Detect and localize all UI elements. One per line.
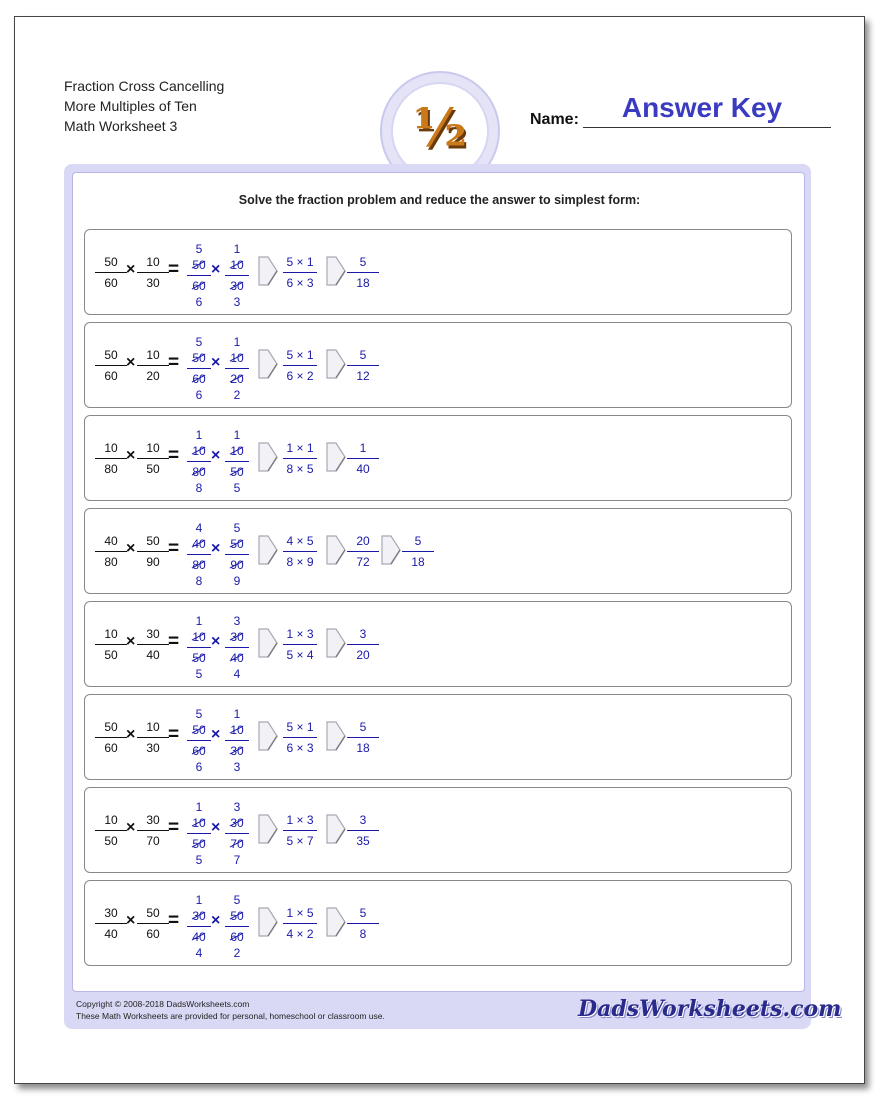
times-sign: ×	[126, 261, 136, 278]
cancel-fraction-a	[185, 334, 213, 403]
cancel-fraction-b	[223, 334, 251, 403]
fraction-b	[133, 812, 173, 849]
product-fraction-numerator: 5 × 1	[286, 720, 314, 734]
fraction-b-numerator: 10	[146, 441, 160, 455]
step-arrow-icon	[258, 907, 278, 937]
cancel-fraction-a-cancelled-numerator: 10	[192, 444, 206, 458]
cancel-fraction-a-cancelled-numerator: 50	[192, 351, 206, 365]
product-fraction-denominator: 5 × 4	[286, 648, 314, 662]
footer-copyright-block	[76, 998, 385, 1022]
fraction-b-numerator: 30	[146, 813, 160, 827]
equals-sign: =	[168, 538, 180, 559]
cancel-fraction-b-reduced-numerator: 3	[233, 800, 241, 814]
fraction-a-denominator: 50	[104, 834, 118, 848]
product-fraction-bar	[283, 272, 317, 273]
fraction-b-bar	[137, 830, 169, 831]
fraction-a	[91, 254, 131, 291]
answer-fraction-bar	[347, 458, 379, 459]
copyright-text: Copyright © 2008-2018 DadsWorksheets.com	[76, 999, 250, 1009]
fraction-b-numerator: 10	[146, 348, 160, 362]
fraction-a	[91, 812, 131, 849]
cancel-fraction-b-cancelled-denominator: 20	[230, 372, 244, 386]
answer-fraction-bar	[347, 272, 379, 273]
fraction-a-numerator: 50	[104, 720, 118, 734]
answer-fraction-numerator: 5	[359, 906, 367, 920]
cancel-fraction-a-reduced-denominator: 6	[195, 760, 203, 774]
times-sign: ×	[211, 819, 221, 836]
fraction-b	[133, 533, 173, 570]
cancel-fraction-a	[185, 427, 213, 496]
cancel-fraction-b-cancelled-numerator: 30	[230, 816, 244, 830]
cancel-fraction-b	[223, 799, 251, 868]
title-line-3: Math Worksheet 3	[64, 118, 178, 134]
fraction-a-denominator: 80	[104, 555, 118, 569]
fraction-a-bar	[95, 923, 127, 924]
fraction-a-numerator: 10	[104, 627, 118, 641]
answer-fraction	[343, 254, 383, 291]
cancel-fraction-a	[185, 799, 213, 868]
answer-fraction-denominator: 18	[411, 555, 425, 569]
cancel-fraction-b-reduced-denominator: 4	[233, 667, 241, 681]
fraction-b-denominator: 20	[146, 369, 160, 383]
times-sign: ×	[126, 540, 136, 557]
cancel-fraction-a-bar	[187, 554, 211, 555]
answer-fraction	[343, 347, 383, 384]
cancel-fraction-a-cancelled-denominator: 60	[192, 744, 206, 758]
cancel-fraction-a-bar	[187, 926, 211, 927]
cancel-fraction-a-reduced-denominator: 5	[195, 667, 203, 681]
fraction-a-denominator: 60	[104, 369, 118, 383]
cancel-fraction-a-cancelled-denominator: 60	[192, 279, 206, 293]
cancel-fraction-b-reduced-denominator: 3	[233, 295, 241, 309]
product-fraction-denominator: 8 × 5	[286, 462, 314, 476]
times-sign: ×	[126, 912, 136, 929]
cancel-fraction-b-cancelled-denominator: 40	[230, 651, 244, 665]
fraction-b-bar	[137, 272, 169, 273]
equals-sign: =	[168, 910, 180, 931]
name-field-line[interactable]	[583, 127, 831, 128]
cancel-fraction-a	[185, 241, 213, 310]
fraction-a-denominator: 60	[104, 276, 118, 290]
usage-notice: These Math Worksheets are provided for personal, homeschool or classroom use.	[76, 1011, 385, 1021]
fraction-b	[133, 626, 173, 663]
times-sign: ×	[126, 819, 136, 836]
fraction-a-numerator: 30	[104, 906, 118, 920]
fraction-a	[91, 626, 131, 663]
step-arrow-icon	[258, 721, 278, 751]
cancel-fraction-b-cancelled-denominator: 60	[230, 930, 244, 944]
cancel-fraction-b-cancelled-numerator: 30	[230, 630, 244, 644]
cancel-fraction-b	[223, 706, 251, 775]
cancel-fraction-b-cancelled-denominator: 90	[230, 558, 244, 572]
cancel-fraction-a	[185, 892, 213, 961]
cancel-fraction-a-reduced-denominator: 5	[195, 853, 203, 867]
product-fraction	[279, 905, 321, 942]
product-fraction	[279, 812, 321, 849]
fraction-b-numerator: 30	[146, 627, 160, 641]
answer-fraction	[343, 626, 383, 663]
fraction-b-numerator: 50	[146, 906, 160, 920]
fraction-b-denominator: 50	[146, 462, 160, 476]
answer-fraction-numerator: 20	[356, 534, 370, 548]
times-sign: ×	[126, 354, 136, 371]
product-fraction-denominator: 6 × 3	[286, 276, 314, 290]
fraction-a-numerator: 50	[104, 348, 118, 362]
cancel-fraction-b-reduced-denominator: 7	[233, 853, 241, 867]
cancel-fraction-b	[223, 520, 251, 589]
cancel-fraction-a-bar	[187, 461, 211, 462]
product-fraction-bar	[283, 551, 317, 552]
fraction-b-numerator: 50	[146, 534, 160, 548]
cancel-fraction-b-reduced-numerator: 5	[233, 893, 241, 907]
fraction-b-denominator: 90	[146, 555, 160, 569]
step-arrow-icon	[258, 628, 278, 658]
product-fraction-bar	[283, 923, 317, 924]
product-fraction-denominator: 4 × 2	[286, 927, 314, 941]
answer-fraction-numerator: 5	[359, 255, 367, 269]
answer-fraction-bar	[347, 923, 379, 924]
cancel-fraction-a-cancelled-numerator: 50	[192, 258, 206, 272]
cancel-fraction-b-cancelled-numerator: 10	[230, 723, 244, 737]
product-fraction-denominator: 6 × 3	[286, 741, 314, 755]
times-sign: ×	[126, 633, 136, 650]
fraction-b	[133, 719, 173, 756]
product-fraction-numerator: 1 × 1	[286, 441, 314, 455]
cancel-fraction-a-cancelled-numerator: 10	[192, 816, 206, 830]
step-arrow-icon	[258, 256, 278, 286]
times-sign: ×	[211, 633, 221, 650]
product-fraction-denominator: 5 × 7	[286, 834, 314, 848]
product-fraction-bar	[283, 365, 317, 366]
fraction-b-denominator: 40	[146, 648, 160, 662]
cancel-fraction-a-cancelled-denominator: 40	[192, 930, 206, 944]
cancel-fraction-a-reduced-denominator: 8	[195, 481, 203, 495]
product-fraction-denominator: 8 × 9	[286, 555, 314, 569]
cancel-fraction-b-reduced-numerator: 1	[233, 428, 241, 442]
answer-fraction-numerator: 5	[359, 720, 367, 734]
times-sign: ×	[126, 726, 136, 743]
product-fraction	[279, 719, 321, 756]
title-line-2: More Multiples of Ten	[64, 98, 197, 114]
cancel-fraction-b-bar	[225, 554, 249, 555]
cancel-fraction-b-bar	[225, 740, 249, 741]
cancel-fraction-b	[223, 427, 251, 496]
cancel-fraction-a-cancelled-denominator: 80	[192, 465, 206, 479]
cancel-fraction-a-reduced-numerator: 4	[195, 521, 203, 535]
cancel-fraction-a-cancelled-numerator: 50	[192, 723, 206, 737]
answer-fraction	[398, 533, 438, 570]
product-fraction-bar	[283, 830, 317, 831]
cancel-fraction-a-bar	[187, 275, 211, 276]
fraction-b-bar	[137, 644, 169, 645]
product-fraction-bar	[283, 737, 317, 738]
step-arrow-icon	[258, 814, 278, 844]
cancel-fraction-a-bar	[187, 647, 211, 648]
cancel-fraction-b-cancelled-numerator: 10	[230, 258, 244, 272]
cancel-fraction-a-cancelled-denominator: 50	[192, 837, 206, 851]
step-arrow-icon	[258, 442, 278, 472]
fraction-b-denominator: 60	[146, 927, 160, 941]
fraction-b	[133, 905, 173, 942]
fraction-b	[133, 254, 173, 291]
cancel-fraction-a-cancelled-denominator: 60	[192, 372, 206, 386]
cancel-fraction-a-reduced-numerator: 5	[195, 335, 203, 349]
cancel-fraction-b-reduced-numerator: 1	[233, 335, 241, 349]
fraction-b-bar	[137, 923, 169, 924]
answer-fraction-bar	[347, 830, 379, 831]
cancel-fraction-a	[185, 613, 213, 682]
fraction-b-bar	[137, 458, 169, 459]
fraction-a-bar	[95, 272, 127, 273]
cancel-fraction-b-cancelled-denominator: 30	[230, 744, 244, 758]
times-sign: ×	[211, 261, 221, 278]
cancel-fraction-b-bar	[225, 926, 249, 927]
answer-fraction-denominator: 35	[356, 834, 370, 848]
cancel-fraction-b-reduced-denominator: 2	[233, 946, 241, 960]
cancel-fraction-b-cancelled-numerator: 50	[230, 537, 244, 551]
fraction-b-denominator: 70	[146, 834, 160, 848]
cancel-fraction-a-reduced-numerator: 5	[195, 242, 203, 256]
fraction-a	[91, 533, 131, 570]
product-fraction-denominator: 6 × 2	[286, 369, 314, 383]
fraction-a-denominator: 60	[104, 741, 118, 755]
fraction-b-bar	[137, 551, 169, 552]
times-sign: ×	[211, 726, 221, 743]
cancel-fraction-a-reduced-denominator: 6	[195, 295, 203, 309]
fraction-a-bar	[95, 458, 127, 459]
fraction-b-denominator: 30	[146, 276, 160, 290]
cancel-fraction-b-bar	[225, 647, 249, 648]
product-fraction-numerator: 5 × 1	[286, 255, 314, 269]
dadsworksheets-logo[interactable]: DadsWorksheets.com	[578, 996, 842, 1022]
product-fraction-numerator: 5 × 1	[286, 348, 314, 362]
fraction-a-bar	[95, 737, 127, 738]
product-fraction-numerator: 4 × 5	[286, 534, 314, 548]
fraction-a-denominator: 40	[104, 927, 118, 941]
cancel-fraction-b	[223, 892, 251, 961]
step-arrow-icon	[258, 349, 278, 379]
answer-fraction-bar	[347, 644, 379, 645]
fraction-b-numerator: 10	[146, 255, 160, 269]
cancel-fraction-a-reduced-numerator: 1	[195, 614, 203, 628]
cancel-fraction-b-reduced-numerator: 1	[233, 707, 241, 721]
answer-fraction-numerator: 1	[359, 441, 367, 455]
cancel-fraction-a-reduced-numerator: 1	[195, 893, 203, 907]
fraction-b-bar	[137, 737, 169, 738]
cancel-fraction-a-cancelled-denominator: 50	[192, 651, 206, 665]
fraction-a-bar	[95, 365, 127, 366]
fraction-b	[133, 347, 173, 384]
cancel-fraction-b-bar	[225, 461, 249, 462]
half-fraction-icon: ½	[412, 98, 468, 159]
answer-fraction-denominator: 12	[356, 369, 370, 383]
cancel-fraction-a-bar	[187, 833, 211, 834]
cancel-fraction-b-bar	[225, 833, 249, 834]
fraction-a	[91, 719, 131, 756]
answer-fraction	[343, 719, 383, 756]
answer-fraction-denominator: 8	[359, 927, 367, 941]
cancel-fraction-a-reduced-numerator: 1	[195, 428, 203, 442]
cancel-fraction-b-reduced-denominator: 9	[233, 574, 241, 588]
cancel-fraction-b-bar	[225, 368, 249, 369]
product-fraction	[279, 533, 321, 570]
product-fraction-bar	[283, 458, 317, 459]
answer-fraction-bar	[347, 737, 379, 738]
answer-fraction-numerator: 3	[359, 627, 367, 641]
product-fraction-numerator: 1 × 5	[286, 906, 314, 920]
times-sign: ×	[211, 354, 221, 371]
cancel-fraction-b-reduced-denominator: 2	[233, 388, 241, 402]
cancel-fraction-b-reduced-denominator: 5	[233, 481, 241, 495]
equals-sign: =	[168, 724, 180, 745]
answer-fraction-numerator: 3	[359, 813, 367, 827]
product-fraction	[279, 440, 321, 477]
answer-fraction-bar	[347, 365, 379, 366]
answer-fraction-bar	[347, 551, 379, 552]
step-arrow-icon	[258, 535, 278, 565]
cancel-fraction-a-reduced-denominator: 6	[195, 388, 203, 402]
fraction-b	[133, 440, 173, 477]
times-sign: ×	[211, 447, 221, 464]
cancel-fraction-a-reduced-denominator: 8	[195, 574, 203, 588]
cancel-fraction-b-reduced-numerator: 3	[233, 614, 241, 628]
cancel-fraction-a-bar	[187, 740, 211, 741]
answer-fraction-numerator: 5	[359, 348, 367, 362]
cancel-fraction-b	[223, 241, 251, 310]
worksheet-title-block	[64, 76, 224, 136]
equals-sign: =	[168, 631, 180, 652]
fraction-a-bar	[95, 644, 127, 645]
cancel-fraction-b-cancelled-denominator: 50	[230, 465, 244, 479]
fraction-a	[91, 905, 131, 942]
fraction-a-numerator: 10	[104, 813, 118, 827]
answer-fraction	[343, 533, 383, 570]
cancel-fraction-a	[185, 520, 213, 589]
answer-fraction	[343, 440, 383, 477]
cancel-fraction-b-cancelled-denominator: 30	[230, 279, 244, 293]
fraction-b-numerator: 10	[146, 720, 160, 734]
fraction-a	[91, 440, 131, 477]
product-fraction	[279, 626, 321, 663]
instructions: Solve the fraction problem and reduce the answer to simplest form:	[238, 193, 641, 207]
cancel-fraction-a-cancelled-numerator: 10	[192, 630, 206, 644]
cancel-fraction-b	[223, 613, 251, 682]
cancel-fraction-b-reduced-denominator: 3	[233, 760, 241, 774]
answer-fraction-denominator: 40	[356, 462, 370, 476]
answer-fraction-denominator: 20	[356, 648, 370, 662]
times-sign: ×	[211, 912, 221, 929]
cancel-fraction-b-reduced-numerator: 1	[233, 242, 241, 256]
answer-fraction-denominator: 18	[356, 741, 370, 755]
cancel-fraction-b-bar	[225, 275, 249, 276]
fraction-a-bar	[95, 551, 127, 552]
answer-fraction-bar	[402, 551, 434, 552]
equals-sign: =	[168, 817, 180, 838]
equals-sign: =	[168, 352, 180, 373]
cancel-fraction-b-reduced-numerator: 5	[233, 521, 241, 535]
fraction-a-denominator: 80	[104, 462, 118, 476]
cancel-fraction-a-bar	[187, 368, 211, 369]
cancel-fraction-a-reduced-denominator: 4	[195, 946, 203, 960]
answer-fraction-denominator: 72	[356, 555, 370, 569]
cancel-fraction-a-cancelled-numerator: 30	[192, 909, 206, 923]
cancel-fraction-a	[185, 706, 213, 775]
fraction-b-denominator: 30	[146, 741, 160, 755]
fraction-a-numerator: 40	[104, 534, 118, 548]
cancel-fraction-a-cancelled-denominator: 80	[192, 558, 206, 572]
product-fraction	[279, 254, 321, 291]
fraction-a-denominator: 50	[104, 648, 118, 662]
title-line-1: Fraction Cross Cancelling	[64, 78, 225, 94]
answer-fraction	[343, 812, 383, 849]
product-fraction-numerator: 1 × 3	[286, 627, 314, 641]
cancel-fraction-a-reduced-numerator: 1	[195, 800, 203, 814]
fraction-a-numerator: 50	[104, 255, 118, 269]
cancel-fraction-a-reduced-numerator: 5	[195, 707, 203, 721]
cancel-fraction-b-cancelled-numerator: 10	[230, 351, 244, 365]
product-fraction	[279, 347, 321, 384]
fraction-a	[91, 347, 131, 384]
product-fraction-numerator: 1 × 3	[286, 813, 314, 827]
answer-key-text: Answer Key	[621, 92, 783, 123]
equals-sign: =	[168, 259, 180, 280]
answer-fraction	[343, 905, 383, 942]
cancel-fraction-b-cancelled-numerator: 10	[230, 444, 244, 458]
product-fraction-bar	[283, 644, 317, 645]
fraction-a-bar	[95, 830, 127, 831]
fraction-b-bar	[137, 365, 169, 366]
times-sign: ×	[126, 447, 136, 464]
times-sign: ×	[211, 540, 221, 557]
cancel-fraction-b-cancelled-denominator: 70	[230, 837, 244, 851]
cancel-fraction-b-cancelled-numerator: 50	[230, 909, 244, 923]
cancel-fraction-a-cancelled-numerator: 40	[192, 537, 206, 551]
answer-fraction-numerator: 5	[414, 534, 422, 548]
fraction-a-numerator: 10	[104, 441, 118, 455]
equals-sign: =	[168, 445, 180, 466]
name-label: Name:	[530, 111, 579, 128]
answer-fraction-denominator: 18	[356, 276, 370, 290]
